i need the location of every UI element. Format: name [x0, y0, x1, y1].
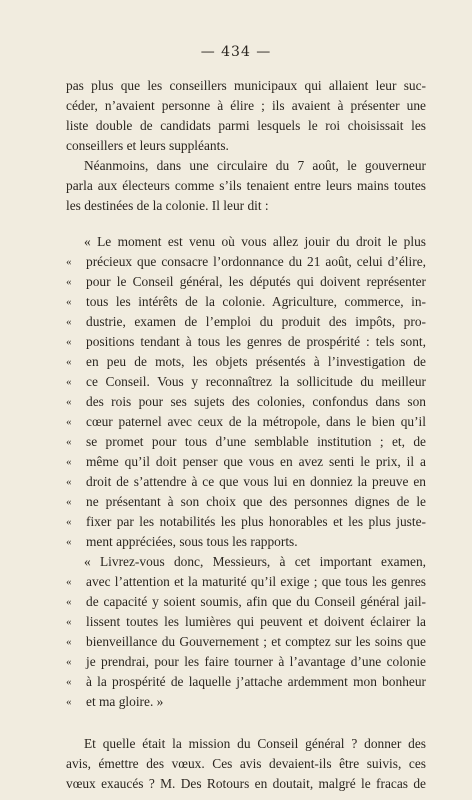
paragraph: [66, 76, 426, 156]
text-line: « Le moment est venu où vous allez jouir du droit le plus: [84, 234, 426, 249]
quote-mark: «: [66, 376, 72, 388]
spacer: [66, 216, 426, 232]
quote-mark: «: [66, 296, 72, 308]
quote-mark: «: [66, 456, 72, 468]
quote-mark: «: [66, 596, 72, 608]
quoted-line: [66, 412, 426, 432]
quote-mark: «: [66, 576, 72, 588]
quoted-line: [66, 372, 426, 392]
quote-mark: «: [66, 396, 72, 408]
quoted-line: [66, 392, 426, 412]
quoted-line: [66, 592, 426, 612]
text-line: pas plus que les conseillers municipaux qui allaient leur suc-: [66, 78, 426, 93]
line-text: lissent toutes les lumières qui peuvent et doivent éclairer la: [86, 614, 426, 629]
quoted-line: [66, 432, 426, 452]
line-text: fixer par les notabilités les plus honorables et les plus juste-: [86, 514, 426, 529]
quote-mark: «: [66, 476, 72, 488]
spacer: [66, 712, 426, 734]
line-text: et ma gloire. »: [86, 694, 164, 709]
line-text: de capacité y soient soumis, afin que du Conseil général jail-: [86, 594, 426, 609]
quote-mark: «: [66, 696, 72, 708]
quote-mark: «: [66, 316, 72, 328]
line-text: je prendrai, pour les faire tourner à l’avantage d’une colonie: [86, 654, 426, 669]
line-text: se promet pour tous d’une semblable institution ; et, de: [86, 434, 426, 449]
text-line: « Livrez-vous donc, Messieurs, à cet important examen,: [84, 554, 426, 569]
quoted-line: [66, 672, 426, 692]
text-line: céder, n’avaient personne à élire ; ils avaient à présenter une: [66, 98, 426, 113]
line-text: tous les intérêts de la colonie. Agriculture, commerce, in-: [86, 294, 426, 309]
quote-mark: «: [66, 656, 72, 668]
quoted-line: [66, 252, 426, 272]
quote-mark: «: [66, 336, 72, 348]
line-text: droit de s’attendre à ce que vous lui en donniez la preuve en: [86, 474, 426, 489]
text-line: les destinées de la colonie. Il leur dit :: [66, 198, 269, 213]
quote-mark: «: [66, 616, 72, 628]
paragraph: [66, 156, 426, 216]
quote-mark: «: [66, 436, 72, 448]
quoted-line: [66, 272, 426, 292]
quoted-line: [66, 692, 426, 712]
text-line: Et quelle était la mission du Conseil général ? donner des: [84, 736, 426, 751]
line-text: même qu’il doit penser que vous en avez senti le prix, il a: [86, 454, 426, 469]
quoted-line: [66, 632, 426, 652]
line-text: cœur paternel avec ceux de la métropole, dans le bien qu’il: [86, 414, 426, 429]
line-text: en peu de mots, les objets présentés à l’investigation de: [86, 354, 426, 369]
text-line: parla aux électeurs comme s’ils tenaient entre leurs mains toutes: [66, 178, 426, 193]
quote-mark: «: [66, 276, 72, 288]
quote-mark: «: [66, 676, 72, 688]
text-line: conseillers et leurs suppléants.: [66, 138, 229, 153]
line-text: à la prospérité de laquelle j’attache ardemment mon bonheur: [86, 674, 426, 689]
quote-mark: «: [66, 256, 72, 268]
line-text: ne présentant à son choix que des personnes dignes de le: [86, 494, 426, 509]
quote-mark: «: [66, 496, 72, 508]
paragraph: [66, 734, 426, 794]
quoted-line: [66, 612, 426, 632]
quoted-line: [66, 492, 426, 512]
line-text: pour le Conseil général, les députés qui doivent représenter: [86, 274, 426, 289]
quoted-line: [66, 352, 426, 372]
quote-mark: «: [66, 356, 72, 368]
line-text: positions tendant à tous les genres de prospérité : tels sont,: [86, 334, 426, 349]
line-text: ce Conseil. Vous y reconnaîtrez la sollicitude du meilleur: [86, 374, 426, 389]
text-line: avis, émettre des vœux. Ces avis devaient-ils être suivis, ces: [66, 756, 426, 771]
quoted-line: [66, 512, 426, 532]
quoted-line: [66, 472, 426, 492]
line-text: avec l’attention et la maturité qu’il exige ; que tous les genres: [86, 574, 426, 589]
quote-mark: «: [66, 536, 72, 548]
line-text: bienveillance du Gouvernement ; et comptez sur les soins que: [86, 634, 426, 649]
quoted-line: [66, 652, 426, 672]
line-text: ment appréciées, sous tous les rapports.: [86, 534, 298, 549]
quoted-line: [66, 532, 426, 552]
quoted-line: [66, 572, 426, 592]
line-text: dustrie, examen de l’emploi du produit des impôts, pro-: [86, 314, 426, 329]
quote-mark: «: [66, 416, 72, 428]
quoted-line: [66, 332, 426, 352]
text-line: liste double de candidats parmi lesquels le roi choisissait les: [66, 118, 426, 133]
page-number: — 434 —: [200, 44, 272, 60]
quote-mark: «: [66, 516, 72, 528]
body-text: [66, 76, 426, 794]
quoted-paragraph: [66, 552, 426, 712]
quoted-line: [66, 452, 426, 472]
quoted-line: [66, 292, 426, 312]
text-line: Néanmoins, dans une circulaire du 7 août, le gouverneur: [84, 158, 426, 173]
quoted-line: [66, 312, 426, 332]
line-text: précieux que consacre l’ordonnance du 21 août, celui d’élire,: [86, 254, 426, 269]
line-text: des rois pour ses sujets des colonies, confondus dans son: [86, 394, 426, 409]
quoted-paragraph: [66, 232, 426, 552]
text-line: vœux exaucés ? M. Des Rotours en doutait, malgré le fracas de: [66, 776, 426, 791]
quote-mark: «: [66, 636, 72, 648]
